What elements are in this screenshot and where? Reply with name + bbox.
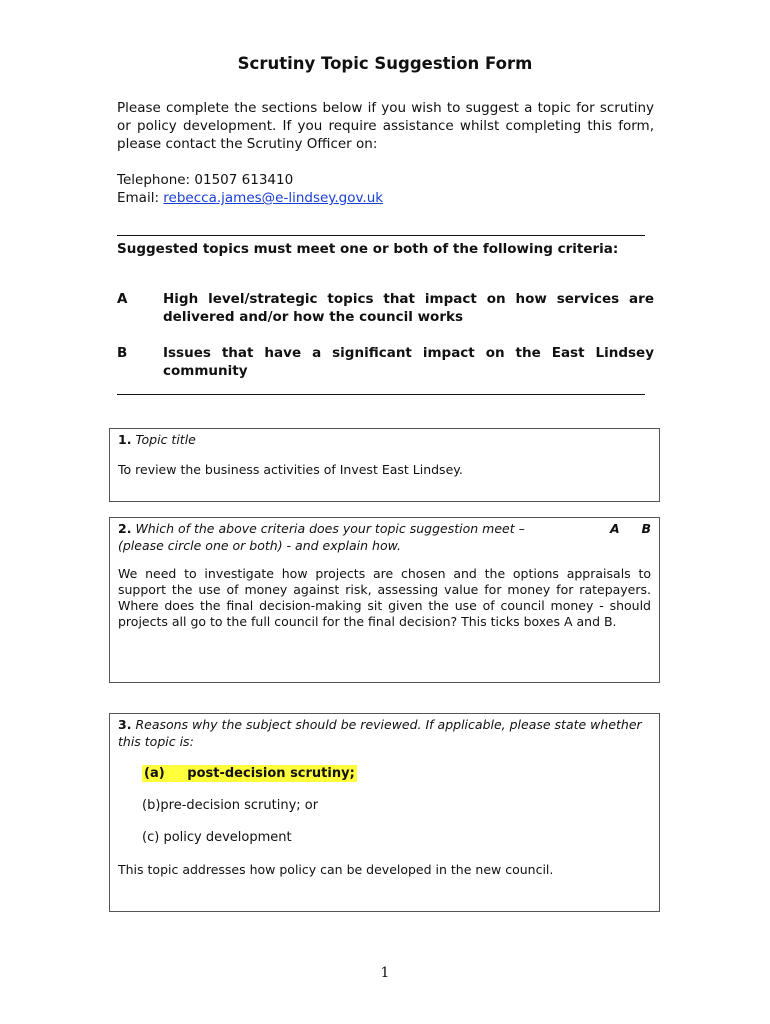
criterion-letter: B <box>117 345 128 361</box>
divider-bottom <box>117 394 645 395</box>
option-label: (c) <box>142 830 160 845</box>
section-3-answer[interactable]: This topic addresses how policy can be developed in the new council. <box>118 862 554 877</box>
section-number: 3. <box>118 717 132 732</box>
criteria-intro: Suggested topics must meet one or both of the following criteria: <box>117 241 619 257</box>
option-label: (a) <box>144 766 165 781</box>
section-number: 1. <box>118 432 132 447</box>
option-b[interactable] <box>142 797 651 814</box>
criterion-text: Issues that have a significant impact on the East Lindsey community <box>163 345 654 379</box>
section-3-question <box>118 716 651 750</box>
criterion-a <box>117 290 654 328</box>
page-number: 1 <box>380 965 390 981</box>
email-line <box>117 189 383 207</box>
email-label: Email: <box>117 190 164 206</box>
option-text: post-decision scrutiny; <box>187 766 355 781</box>
option-text: pre-decision scrutiny; or <box>160 798 319 813</box>
section-1-question <box>118 431 651 448</box>
page-title: Scrutiny Topic Suggestion Form <box>237 54 533 73</box>
criteria-letter-b[interactable]: B <box>641 521 651 536</box>
criteria-letter-a[interactable]: A <box>610 521 620 536</box>
criteria-letters <box>610 520 651 537</box>
section-1-answer[interactable]: To review the business activities of Invest East Lindsey. <box>118 462 463 477</box>
option-label: (b) <box>142 798 161 813</box>
email-link[interactable]: rebecca.james@e-lindsey.gov.uk <box>163 190 384 206</box>
section-question-text-line2: (please circle one or both) - and explain how. <box>118 538 402 553</box>
contact-details <box>117 171 383 207</box>
criterion-b <box>117 344 654 382</box>
section-2-question <box>118 520 651 554</box>
section-2-answer[interactable]: We need to investigate how projects are chosen and the options appraisals to support the use of money against risk, assessing value for money for ratepayers. Where does the final decision-making sit given the use of council money - should projects all go to the full council for the final decision? This ticks boxes A and B. <box>118 566 651 629</box>
divider-top <box>117 235 645 236</box>
section-number: 2. <box>118 521 132 536</box>
telephone-line: Telephone: 01507 613410 <box>117 172 294 188</box>
section-question-text: Which of the above criteria does your topic suggestion meet – <box>135 521 525 536</box>
criterion-text: High level/strategic topics that impact on how services are delivered and/or how the council works <box>163 291 654 325</box>
intro-paragraph: Please complete the sections below if you wish to suggest a topic for scrutiny or policy development. If you require assistance whilst completing this form, please contact the Scrutiny Officer on: <box>117 100 654 152</box>
option-a-highlight <box>142 765 357 782</box>
criterion-letter: A <box>117 291 128 307</box>
section-1-box <box>109 428 660 502</box>
option-c[interactable] <box>142 829 651 846</box>
section-question-text: Reasons why the subject should be reviewed. If applicable, please state whether this topic is: <box>118 717 642 749</box>
option-a[interactable] <box>142 765 651 782</box>
section-3-box <box>109 713 660 912</box>
option-text: policy development <box>163 830 292 845</box>
section-2-box <box>109 517 660 683</box>
section-question-text: Topic title <box>135 432 196 447</box>
